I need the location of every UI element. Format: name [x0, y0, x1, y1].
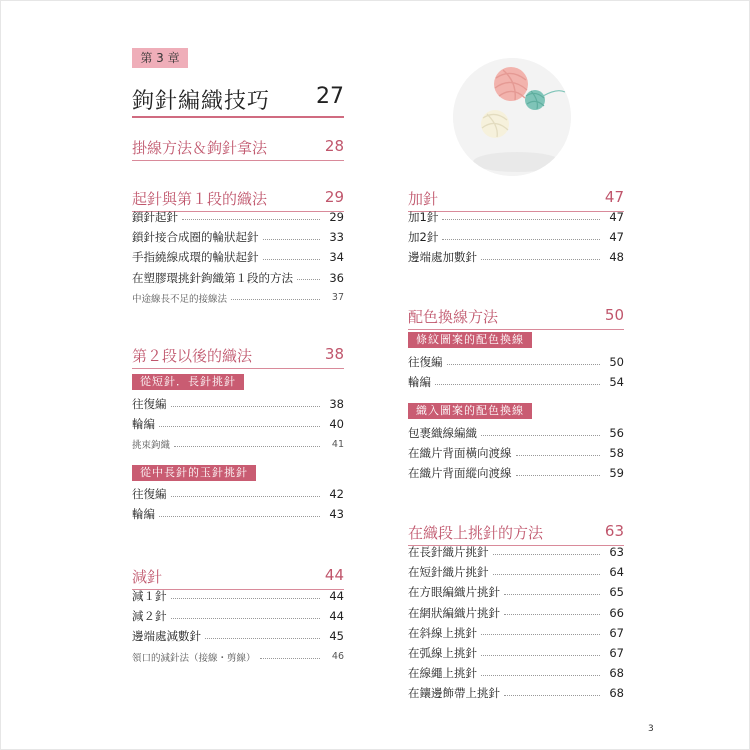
section-rule — [408, 329, 624, 330]
toc-entry-page: 34 — [329, 250, 344, 265]
toc-entry-title: 在塑膠環挑針鉤織第１段的方法 — [132, 270, 293, 285]
dotted-leader — [174, 446, 320, 447]
dotted-leader — [182, 219, 320, 220]
dotted-leader — [481, 655, 600, 656]
section-title: 第２段以後的織法 — [132, 347, 253, 365]
toc-entry — [408, 605, 624, 621]
toc-entry-page: 44 — [329, 609, 344, 624]
toc-entry — [132, 396, 344, 412]
dotted-leader — [171, 618, 321, 619]
dotted-leader — [171, 406, 321, 407]
dotted-leader — [504, 695, 600, 696]
toc-entry-page: 44 — [329, 589, 344, 603]
yarn-balls-photo — [453, 58, 571, 176]
dotted-leader — [481, 435, 600, 436]
dotted-leader — [447, 364, 601, 365]
toc-entry-page: 33 — [329, 230, 344, 245]
toc-entry-title: 在織片背面縱向渡線 — [408, 466, 512, 481]
toc-entry — [408, 465, 624, 481]
toc-entry-title: 邊端處減數針 — [132, 629, 201, 644]
section-page: 44 — [324, 566, 344, 584]
toc-entry-page: 68 — [609, 666, 624, 681]
toc-entry — [132, 506, 344, 522]
toc-entry — [132, 416, 344, 432]
toc-entry — [408, 354, 624, 370]
toc-entry-title: 往復編 — [132, 397, 167, 411]
section-title: 起針與第１段的織法 — [132, 190, 268, 208]
toc-entry-title: 挑束鉤織 — [132, 440, 171, 452]
toc-entry-title: 加2針 — [408, 230, 439, 245]
toc-entry-title: 往復編 — [408, 355, 443, 369]
section-title: 在織段上挑針的方法 — [408, 524, 544, 542]
toc-entry-title: 在線繩上挑針 — [408, 666, 477, 681]
toc-entry — [132, 229, 344, 245]
toc-entry-title: 輪編 — [132, 507, 155, 522]
chapter-title-rule — [132, 116, 344, 118]
toc-entry — [408, 209, 624, 225]
toc-entry-page: 58 — [609, 446, 624, 461]
toc-entry-page: 67 — [609, 625, 624, 640]
section-page: 38 — [324, 345, 344, 363]
dotted-leader — [481, 675, 600, 676]
dotted-leader — [504, 594, 600, 595]
toc-entry-title: 在織片背面橫向渡線 — [408, 446, 512, 461]
toc-entry-page: 67 — [609, 646, 624, 660]
toc-entry-title: 鎖針接合成圈的輪狀起針 — [132, 230, 259, 245]
toc-entry-page: 40 — [329, 417, 344, 432]
toc-entry-page: 59 — [609, 466, 624, 481]
toc-entry-title: 領口的減針法（接線・剪線） — [132, 652, 256, 664]
toc-entry-page: 63 — [609, 545, 624, 559]
toc-entry-title: 輪編 — [408, 375, 431, 390]
dotted-leader — [263, 259, 321, 260]
toc-entry-page: 45 — [329, 629, 344, 644]
dotted-leader — [481, 634, 600, 635]
dotted-leader — [504, 614, 600, 615]
toc-entry — [408, 665, 624, 681]
toc-entry-title: 減１針 — [132, 589, 167, 603]
dotted-leader — [260, 658, 320, 659]
dotted-leader — [481, 259, 600, 260]
dotted-leader — [516, 475, 601, 476]
chapter-tag: 第 3 章 — [132, 48, 188, 68]
dotted-leader — [442, 239, 600, 240]
subsection-tag: 從中長針的玉針挑針 — [132, 465, 256, 481]
toc-entry-title: 在斜線上挑針 — [408, 625, 477, 640]
toc-entry — [132, 290, 344, 306]
toc-entry-page: 66 — [609, 605, 624, 620]
section-title: 掛線方法＆鉤針拿法 — [132, 139, 268, 157]
toc-entry — [132, 588, 344, 604]
toc-entry — [132, 608, 344, 624]
toc-entry-title: 往復編 — [132, 487, 167, 501]
toc-entry-page: 50 — [609, 355, 624, 369]
toc-entry — [408, 229, 624, 245]
toc-entry-page: 65 — [609, 585, 624, 600]
toc-entry-page: 38 — [329, 397, 344, 411]
toc-entry — [132, 209, 344, 225]
toc-entry — [132, 486, 344, 502]
toc-entry-page: 56 — [609, 426, 624, 440]
subsection-tag: 從短針．長針挑針 — [132, 374, 244, 390]
toc-entry-page: 42 — [329, 487, 344, 501]
chapter-page: 27 — [316, 84, 344, 109]
toc-entry-page: 43 — [329, 507, 344, 522]
dotted-leader — [231, 299, 320, 300]
toc-entry-page: 29 — [329, 210, 344, 224]
toc-entry-title: 包裹織線編織 — [408, 426, 477, 440]
toc-entry-page: 37 — [331, 292, 344, 304]
toc-entry — [408, 584, 624, 600]
toc-entry-title: 加1針 — [408, 210, 439, 224]
toc-entry-page: 54 — [609, 375, 624, 390]
dotted-leader — [171, 496, 321, 497]
toc-entry-title: 在方眼編織片挑針 — [408, 585, 500, 600]
toc-entry-page: 41 — [331, 438, 344, 450]
dotted-leader — [516, 455, 601, 456]
toc-entry-title: 輪編 — [132, 417, 155, 432]
section-rule — [132, 160, 344, 161]
toc-entry — [408, 685, 624, 701]
toc-entry-title: 減２針 — [132, 609, 167, 624]
toc-entry-page: 64 — [609, 565, 624, 580]
toc-entry-page: 36 — [329, 270, 344, 285]
subsection-tag: 條紋圖案的配色換線 — [408, 332, 532, 348]
toc-entry-page: 48 — [609, 250, 624, 265]
toc-entry-page: 68 — [609, 686, 624, 701]
toc-entry — [408, 425, 624, 441]
dotted-leader — [171, 598, 321, 599]
chapter-title: 鉤針編織技巧 — [132, 89, 271, 114]
toc-entry — [408, 374, 624, 390]
dotted-leader — [263, 239, 321, 240]
toc-entry — [408, 445, 624, 461]
toc-entry-title: 鎖針起針 — [132, 210, 178, 224]
toc-entry — [132, 270, 344, 286]
section-title: 加針 — [408, 190, 439, 208]
section-page: 29 — [324, 188, 344, 206]
toc-entry-page: 47 — [609, 230, 624, 245]
toc-entry — [408, 625, 624, 641]
dotted-leader — [205, 638, 320, 639]
yarn-balls-icon — [453, 58, 571, 176]
toc-entry-page: 47 — [609, 210, 624, 224]
toc-entry — [408, 249, 624, 265]
subsection-tag: 織入圖案的配色換線 — [408, 403, 532, 419]
dotted-leader — [435, 384, 600, 385]
toc-entry-title: 在長針織片挑針 — [408, 545, 489, 559]
toc-entry-title: 邊端處加數針 — [408, 250, 477, 265]
toc-entry — [132, 249, 344, 265]
toc-entry — [408, 645, 624, 661]
toc-entry — [408, 544, 624, 560]
toc-entry — [132, 649, 344, 665]
section-page: 63 — [604, 522, 624, 540]
toc-entry-title: 中途線長不足的接線法 — [132, 293, 228, 305]
section-title: 減針 — [132, 568, 163, 586]
dotted-leader — [493, 554, 601, 555]
section-page: 50 — [604, 306, 624, 324]
section-page: 28 — [324, 137, 344, 155]
toc-entry — [132, 628, 344, 644]
dotted-leader — [493, 574, 601, 575]
dotted-leader — [159, 516, 320, 517]
section-rule — [132, 368, 344, 369]
toc-entry — [408, 564, 624, 580]
toc-entry-title: 在弧線上挑針 — [408, 646, 477, 660]
page-number: 3 — [648, 724, 654, 734]
section-title: 配色換線方法 — [408, 308, 499, 326]
dotted-leader — [159, 426, 320, 427]
dotted-leader — [297, 279, 320, 280]
section-page: 47 — [604, 188, 624, 206]
dotted-leader — [442, 219, 600, 220]
toc-entry-title: 在網狀編織片挑針 — [408, 605, 500, 620]
toc-entry-page: 46 — [331, 651, 344, 663]
toc-entry-title: 在短針織片挑針 — [408, 565, 489, 580]
toc-entry-title: 手指繞線成環的輪狀起針 — [132, 250, 259, 265]
toc-entry — [132, 436, 344, 452]
toc-entry-title: 在鑲邊飾帶上挑針 — [408, 686, 500, 701]
